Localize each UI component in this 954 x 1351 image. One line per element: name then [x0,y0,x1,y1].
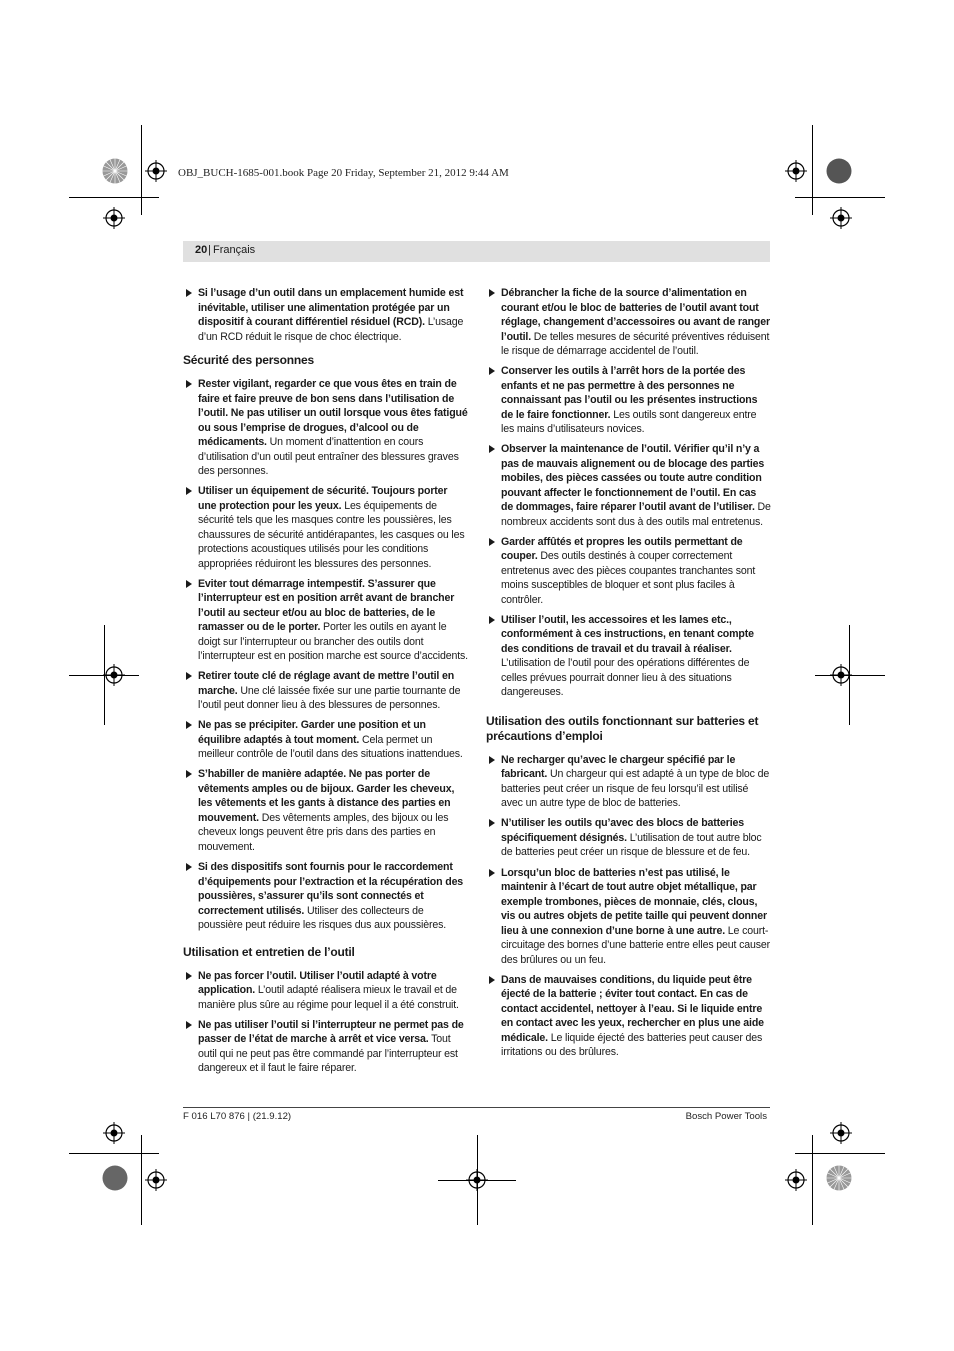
bullet-triangle-icon [186,863,192,871]
item-text: Des vêtements amples, des bijoux ou les cheveux longs peuvent être pris dans des parties en mouvement. [198,811,449,853]
bullet-triangle-icon [186,1021,192,1029]
crop-mark [812,1135,813,1225]
crop-mark [795,1153,885,1154]
bullet-triangle-icon [186,289,192,297]
footer-brand: Bosch Power Tools [685,1111,767,1122]
item-emphasis: Observer la maintenance de l’outil. Vérifier qu’il n’y a pas de mauvais alignement ou de blocage des parties mobiles, des pièces cassées ou toute autre condition pouvant affecter le fonctionnement de l’outil. En cas de dommages, faire réparer l’outil avant de l’utiliser. [501,443,765,514]
crop-mark [795,197,885,198]
crop-mark [69,1153,159,1154]
left-column [183,286,468,1081]
list-item [183,377,468,479]
header-separator: | [208,244,211,256]
starburst-calibration-icon [826,1165,852,1191]
registration-target-icon [103,207,125,229]
section-title-tool-use: Utilisation et entretien de l’outil [183,944,355,959]
bullet-triangle-icon [186,972,192,980]
footer-rule [183,1107,770,1108]
crop-mark [815,675,885,676]
list-item [486,442,771,529]
list-item [486,286,771,359]
list-item [183,860,468,933]
registration-target-icon [830,207,852,229]
bullet-triangle-icon [489,289,495,297]
bullet-triangle-icon [489,538,495,546]
bullet-triangle-icon [489,445,495,453]
item-emphasis: Eviter tout démarrage intempestif. S’assurer que l’interrupteur est en position arrêt avant de brancher l’outil au secteur et/ou au bloc de batteries, de le ramasser ou de le porter. [198,577,455,634]
gray-calibration-disc-icon [826,158,852,184]
list-item [486,364,771,437]
bullet-triangle-icon [489,616,495,624]
item-emphasis: Garder affûtés et propres les outils permettant de couper. [501,535,743,563]
registration-target-icon [145,160,167,182]
item-text: Les outils sont dangereux entre les mains d’utilisateurs novices. [501,408,757,436]
item-text: Le liquide éjecté des batteries peut causer des irritations ou des brûlures. [501,1031,763,1059]
crop-mark [812,125,813,215]
footer-doc-code: F 016 L70 876 | (21.9.12) [183,1111,292,1122]
print-slug: OBJ_BUCH-1685-001.book Page 20 Friday, September 21, 2012 9:44 AM [178,167,509,179]
item-emphasis: Débrancher la fiche de la source d’alimentation en courant et/ou le bloc de batteries de l’outil avant tout réglage, changement d’accessoires ou avant de ranger l’outil. [501,287,770,343]
bullet-triangle-icon [186,487,192,495]
starburst-calibration-icon [102,158,128,184]
list-item [486,613,771,700]
registration-target-icon [103,1122,125,1144]
list-item [486,535,771,608]
item-text: Des outils destinés à couper correctement entretenus avec des pièces coupantes tranchantes sont moins susceptibles de bloquer et sont plus faciles à contrôler. [501,550,756,606]
list-item [183,669,468,713]
bullet-triangle-icon [489,367,495,375]
item-emphasis: Si des dispositifs sont fournis pour le raccordement d’équipements pour l’extraction et la récupération des poussières, s’assurer qu’ils sont connectés et correctement utilisés. [198,861,464,917]
item-text: Cela permet un meilleur contrôle de l’outil dans des situations inattendues. [198,733,463,761]
item-text: De nombreux accidents sont dus à des outils mal entretenus. [501,501,771,528]
tool-use-list [183,969,468,1076]
item-text: De telles mesures de sécurité préventives réduisent le risque de démarrage accidentel de l’outil. [501,330,770,357]
bullet-triangle-icon [489,869,495,877]
list-item [183,1018,468,1076]
section-title-personal-safety: Sécurité des personnes [183,353,314,367]
item-text: L’utilisation de tout autre bloc de batteries peut créer un risque de blessure et de feu. [501,831,762,859]
registration-target-icon [145,1169,167,1191]
item-text: Une clé laissée fixée sur une partie tournante de l’outil peut donner lieu à des blessures de personnes. [198,684,461,712]
list-item [486,973,771,1060]
personal-safety-list [183,377,468,933]
list-item [183,767,468,854]
item-text: Porter les outils en ayant le doigt sur l’interrupteur ou brancher des outils dont l’interrupteur est en position marche est source d’accidents. [198,621,468,663]
item-emphasis: Utiliser un équipement de sécurité. Toujours porter une protection pour les yeux. [198,485,448,512]
section-title-battery-tools: Utilisation des outils fonctionnant sur batteries et précautions d’emploi [486,713,759,743]
crop-mark [438,1180,516,1181]
item-emphasis: Ne recharger qu’avec le chargeur spécifié par le fabricant. [501,753,736,781]
item-emphasis: Conserver les outils à l’arrêt hors de la portée des enfants et ne pas permettre à des personnes ne connaissant pas l’outil ou les présentes instructions de le faire fonctionner. [501,365,758,421]
battery-tools-list [486,753,771,1060]
list-item [183,718,468,762]
item-emphasis: Lorsqu’un bloc de batteries n’est pas utilisé, le maintenir à l’écart de tout autre objet métallique, par exemple trombones, pièces de monnaie, clés, clous, vis ou autres objets de petite taille qui peuvent donner lieu à une connexion d’une borne à une autre. [501,866,767,937]
registration-target-icon [785,1169,807,1191]
gray-calibration-disc-icon [102,1165,128,1191]
list-item [486,816,771,860]
item-text: Tout outil qui ne peut pas être commandé par l’interrupteur est dangereux et il faut le faire réparer. [198,1033,458,1075]
item-text: Le court-circuitage des bornes d’une batterie entre elles peut causer des brûlures ou un feu. [501,924,770,966]
crop-mark [141,125,142,215]
item-emphasis: Rester vigilant, regarder ce que vous êtes en train de faire et faire preuve de bon sens dans l’utilisation de l’outil. Ne pas utiliser un outil lorsque vous êtes fatigué ou sous l’emprise de drogues, d’alcool ou de médicaments. [198,378,468,448]
bullet-triangle-icon [186,770,192,778]
bullet-triangle-icon [186,380,192,388]
item-emphasis: N’utiliser les outils qu’avec des blocs de batteries spécifiquement désignés. [501,817,745,844]
item-text: Un moment d’inattention en cours d’utilisation d’un outil peut entraîner des blessures graves des personnes. [198,436,459,477]
crop-mark [141,1135,142,1225]
list-item [183,484,468,571]
left-intro-list [183,286,468,344]
item-emphasis: Ne pas utiliser l’outil si l’interrupteur ne permet pas de passer de l’état de marche à arrêt et vice versa. [198,1018,464,1046]
item-emphasis: Utiliser l’outil, les accessoires et les lames etc., conformément à ces instructions, en tenant compte des conditions de travail et du travail à réaliser. [501,613,754,655]
bullet-triangle-icon [186,721,192,729]
right-column [486,286,771,1065]
crop-mark [69,197,159,198]
page-number: 20 [195,244,208,256]
item-text: L’usage d’un RCD réduit le risque de choc électrique. [198,316,464,343]
header-language: Français [213,244,256,256]
item-emphasis: Ne pas se précipiter. Garder une position et un équilibre adaptés à tout moment. [198,719,426,746]
item-emphasis: S’habiller de manière adaptée. Ne pas porter de vêtements amples ou de bijoux. Garder les cheveux, les vêtements et les gants à distance des parties en mouvement. [198,768,455,824]
item-text: Un chargeur qui est adapté à un type de bloc de batteries peut créer un risque de feu lorsqu’il est utilisé avec un autre type de bloc de batteries. [501,768,770,810]
bullet-triangle-icon [489,756,495,764]
bullet-triangle-icon [186,672,192,680]
item-emphasis: Retirer toute clé de réglage avant de mettre l’outil en marche. [198,670,455,697]
registration-target-icon [785,160,807,182]
list-item [183,969,468,1013]
bullet-triangle-icon [489,819,495,827]
list-item [486,753,771,811]
bullet-triangle-icon [186,580,192,588]
list-item [183,577,468,664]
item-text: L’outil adapté réalisera mieux le travail et de manière plus sûre au régime pour lequel il a été construit. [198,984,459,1011]
right-intro-list [486,286,771,700]
bullet-triangle-icon [489,976,495,984]
item-emphasis: Ne pas forcer l’outil. Utiliser l’outil adapté à votre application. [198,969,437,997]
page-header [183,241,770,262]
list-item [486,866,771,968]
item-text: L’utilisation de l’outil pour des opérations différentes de celles prévues pourrait donner lieu à des situations dangereuses. [501,657,750,699]
list-item [183,286,468,344]
item-text: Utiliser des collecteurs de poussière peut réduire les risques dus aux poussières. [198,904,447,932]
crop-mark [69,675,139,676]
item-emphasis: Dans de mauvaises conditions, du liquide peut être éjecté de la batterie ; éviter tout contact. En cas de contact accidentel, nettoyer à l’eau. Si le liquide entre en contact avec les yeux, rechercher en plus une aide médicale. [501,973,764,1044]
registration-target-icon [830,1122,852,1144]
item-emphasis: Si l’usage d’un outil dans un emplacement humide est inévitable, utiliser une alimentation protégée par un dispositif à courant différentiel résiduel (RCD). [198,287,464,328]
item-text: Les équipements de sécurité tels que les masques contre les poussières, les chaussures de sécurité antidérapantes, les casques ou les protections acoustiques utilisés pour les conditions appropriées réduiront les blessures des personnes. [198,499,465,570]
